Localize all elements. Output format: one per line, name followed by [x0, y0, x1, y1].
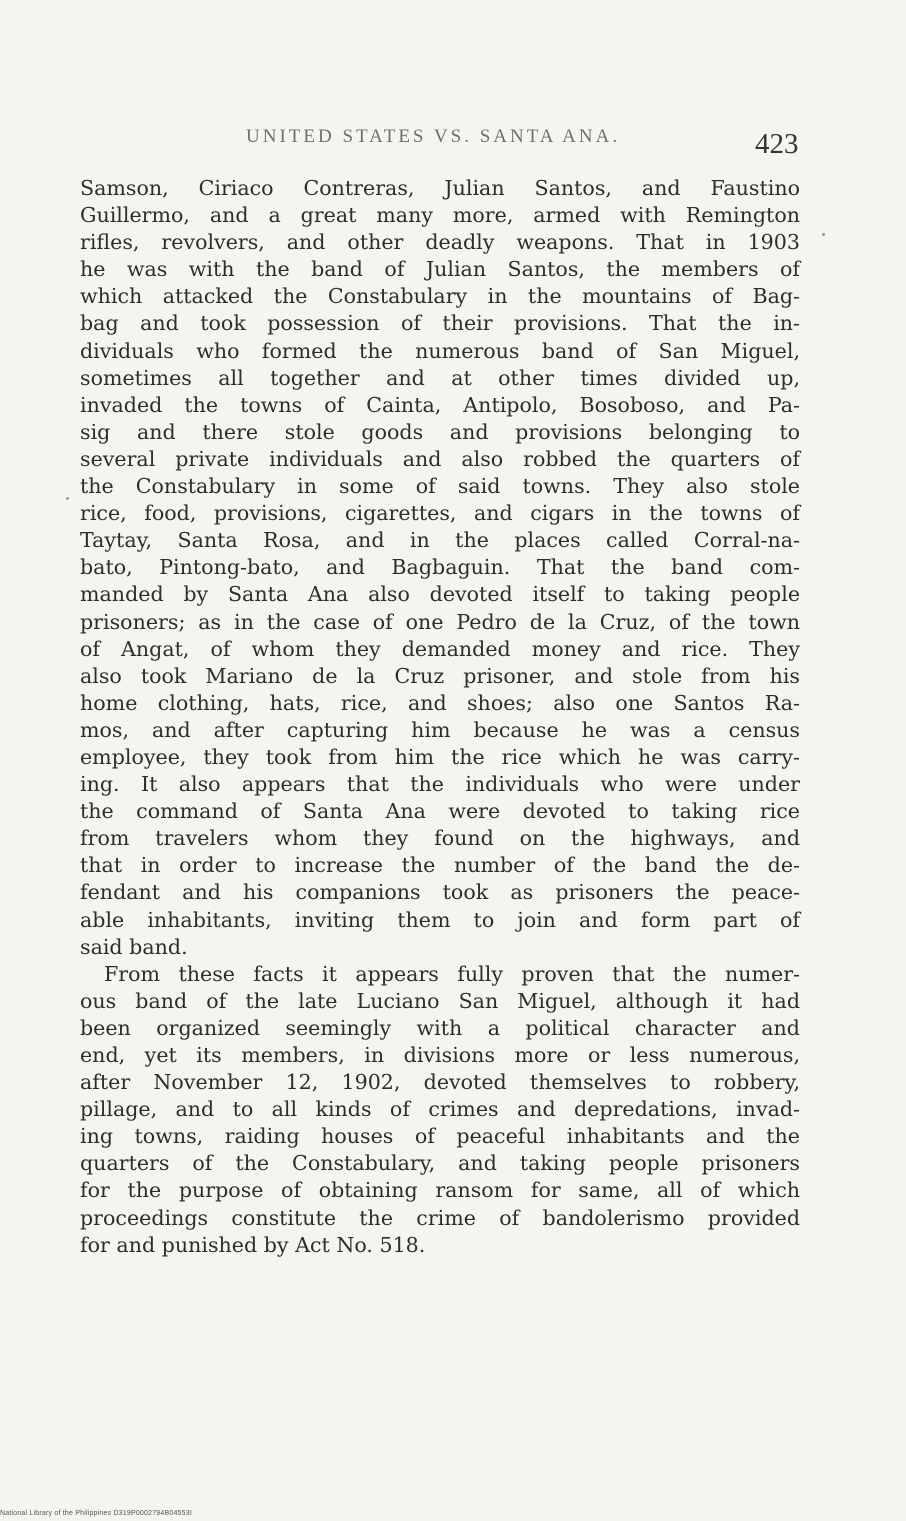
- text-line: the Constabulary in some of said towns. They also stole: [80, 474, 800, 499]
- text-line: ous band of the late Luciano San Miguel, although it had: [80, 988, 800, 1013]
- text-line: end, yet its members, in divisions more or less numerous,: [80, 1043, 800, 1067]
- text-line: for the purpose of obtaining ransom for same, all of which: [80, 1178, 800, 1203]
- text-line: rice, food, provisions, cigarettes, and cigars in the towns of: [80, 501, 800, 526]
- text-line: after November 12, 1902, devoted themselves to robbery,: [80, 1070, 800, 1095]
- text-line: which attacked the Constabulary in the mountains of Bag-: [80, 284, 800, 309]
- text-line: employee, they took from him the rice which he was carry-: [80, 744, 800, 769]
- text-line: manded by Santa Ana also devoted itself to taking people: [80, 582, 800, 607]
- text-line: he was with the band of Julian Santos, the members of: [80, 257, 800, 282]
- scan-speck: [822, 233, 825, 236]
- body-text: [80, 175, 800, 1259]
- text-line: said band.: [80, 934, 188, 959]
- paragraph-2: [80, 961, 800, 1259]
- text-line: able inhabitants, inviting them to join and form part of: [80, 907, 800, 932]
- text-line: sig and there stole goods and provisions belonging to: [80, 419, 800, 444]
- text-line: home clothing, hats, rice, and shoes; also one Santos Ra-: [80, 690, 800, 715]
- text-line: Taytay, Santa Rosa, and in the places called Corral-na-: [80, 528, 800, 553]
- text-line: mos, and after capturing him because he was a census: [80, 717, 800, 742]
- text-line: sometimes all together and at other times divided up,: [80, 365, 800, 390]
- text-line: bag and took possession of their provisions. That the in-: [80, 311, 800, 336]
- text-line: that in order to increase the number of the band the de-: [80, 853, 800, 878]
- text-line: pillage, and to all kinds of crimes and depredations, invad-: [80, 1097, 800, 1122]
- text-line: From these facts it appears fully proven that the numer-: [104, 961, 800, 986]
- text-line: been organized seemingly with a political character and: [80, 1015, 800, 1040]
- text-line: rifles, revolvers, and other deadly weapons. That in 1903: [80, 230, 800, 255]
- text-line: dividuals who formed the numerous band of San Miguel,: [80, 338, 800, 363]
- paragraph-1: [80, 175, 800, 961]
- text-line: bato, Pintong-bato, and Bagbaguin. That the band com-: [80, 555, 800, 580]
- text-line: ing towns, raiding houses of peaceful inhabitants and the: [80, 1124, 800, 1149]
- scan-speck: [66, 497, 69, 500]
- text-line: Samson, Ciriaco Contreras, Julian Santos, and Faustino: [80, 176, 800, 200]
- text-line: ing. It also appears that the individuals who were under: [80, 772, 800, 797]
- running-head: UNITED STATES VS. SANTA ANA.: [246, 126, 621, 147]
- text-line: the command of Santa Ana were devoted to taking rice: [80, 799, 800, 824]
- text-line: fendant and his companions took as prisoners the peace-: [80, 880, 800, 905]
- scan-source-footer: National Library of the Philippines D319P0002794B04553I: [0, 1510, 192, 1517]
- text-line: from travelers whom they found on the highways, and: [80, 826, 800, 851]
- text-line: quarters of the Constabulary, and taking people prisoners: [80, 1151, 800, 1176]
- page-number: 423: [755, 128, 799, 160]
- text-line: for and punished by Act No. 518.: [80, 1232, 426, 1257]
- text-line: several private individuals and also robbed the quarters of: [80, 446, 800, 471]
- text-line: prisoners; as in the case of one Pedro de la Cruz, of the town: [80, 609, 800, 634]
- text-line: invaded the towns of Cainta, Antipolo, Bosoboso, and Pa-: [80, 392, 800, 417]
- text-line: also took Mariano de la Cruz prisoner, and stole from his: [80, 663, 800, 688]
- text-line: proceedings constitute the crime of bandolerismo provided: [80, 1205, 800, 1230]
- text-line: Guillermo, and a great many more, armed with Remington: [80, 203, 800, 228]
- text-line: of Angat, of whom they demanded money and rice. They: [80, 636, 800, 661]
